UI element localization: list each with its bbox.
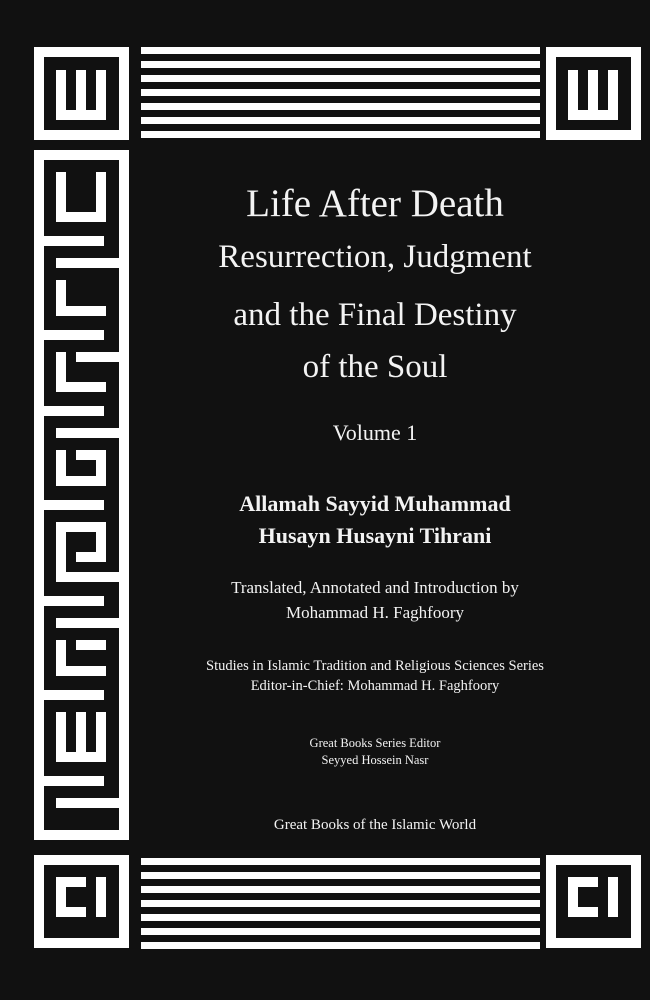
left-kufic-column — [34, 150, 129, 840]
author-line-2: Husayn Husayni Tihrani — [258, 523, 492, 548]
series-title: Studies in Islamic Tradition and Religious Sciences Series — [206, 658, 544, 674]
book-title: Life After Death — [246, 182, 504, 225]
translator-credit: Translated, Annotated and Introduction by — [231, 578, 519, 597]
author-line-1: Allamah Sayyid Muhammad — [239, 491, 511, 516]
volume-label: Volume 1 — [332, 420, 418, 445]
subtitle-line-1: Resurrection, Judgment — [218, 239, 532, 275]
translator-name: Mohammad H. Faghfoory — [285, 603, 464, 622]
top-right-kufic-block — [546, 47, 641, 140]
imprint-line: Great Books of the Islamic World — [273, 817, 477, 833]
subtitle-line-2: and the Final Destiny — [233, 297, 517, 333]
great-books-editor-name: Seyyed Hossein Nasr — [321, 753, 429, 767]
great-books-editor-label: Great Books Series Editor — [309, 736, 441, 750]
top-stripes-band — [141, 47, 540, 138]
bottom-right-kufic-block — [546, 855, 641, 948]
bottom-left-kufic-block — [34, 855, 129, 948]
subtitle-line-3: of the Soul — [302, 349, 448, 385]
bottom-stripes-band — [141, 858, 540, 949]
top-left-kufic-block — [34, 47, 129, 140]
series-editor: Editor-in-Chief: Mohammad H. Faghfoory — [250, 678, 500, 694]
